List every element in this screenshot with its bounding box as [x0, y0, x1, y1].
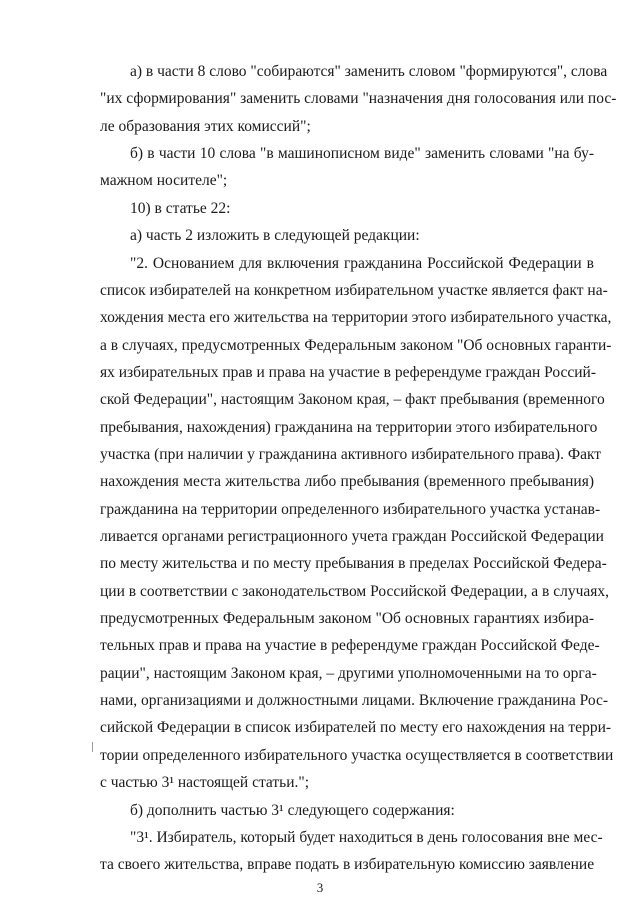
text-line: та своего жительства, вправе подать в избирательную комиссию заявление [100, 856, 595, 874]
text-line: тории определенного избирательного участка осуществляется в соответствии [100, 746, 614, 764]
text-line: гражданина на территории определенного избирательного участка устанав- [100, 500, 601, 518]
text-line: сийской Федерации в список избирателей по месту его нахождения на терри- [100, 719, 612, 737]
text-line: "2. Основанием для включения гражданина Российской Федерации в [130, 254, 594, 272]
text-line: с частью 3¹ настоящей статьи."; [100, 774, 310, 792]
text-line: ливается органами регистрационного учета граждан Российской Федерации [100, 528, 604, 545]
text-line: мажном носителе"; [100, 172, 228, 190]
text-line: хождения места его жительства на территории этого избирательного участка, [100, 309, 612, 327]
page-number: 3 [316, 880, 324, 895]
text-line: ях избирательных прав и права на участие в референдуме граждан Россий- [100, 363, 596, 381]
text-line: ле образования этих комиссий"; [100, 117, 311, 135]
text-line: б) дополнить частью 3¹ следующего содержания: [130, 801, 455, 819]
text-line: "3¹. Избиратель, который будет находиться в день голосования вне мес- [130, 828, 603, 846]
text-line: а в случаях, предусмотренных Федеральным законом "Об основных гаранти- [100, 336, 612, 354]
text-line: предусмотренных Федеральным законом "Об основных гарантиях избира- [100, 610, 594, 627]
text-line: тельных прав и права на участие в референдуме граждан Российской Феде- [100, 637, 600, 655]
text-line: нами, организациями и должностными лицами. Включение гражданина Рос- [100, 692, 609, 710]
text-line: а) часть 2 изложить в следующей редакции: [130, 227, 420, 245]
text-line: по месту жительства и по месту пребывания в пределах Российской Федера- [100, 555, 607, 573]
text-line: а) в части 8 слово "собираются" заменить словом "формируются", слова [130, 63, 608, 80]
text-line: список избирателей на конкретном избирательном участке является факт на- [100, 281, 608, 299]
text-line: нахождения места жительства либо пребывания (временного пребывания) [100, 473, 594, 491]
text-line: "их сформирования" заменить словами "назначения дня голосования или пос- [100, 90, 617, 108]
text-line: участка (при наличии у гражданина активного избирательного права). Факт [100, 445, 602, 463]
text-line: ции в соответствии с законодательством Российской Федерации, а в случаях, [100, 582, 610, 600]
scan-mark [92, 742, 93, 752]
text-line: 10) в статье 22: [130, 199, 231, 217]
text-line: ской Федерации", настоящим Законом края, – факт пребывания (временного [100, 391, 605, 409]
text-line: б) в части 10 слова "в машинописном виде" заменить словами "на бу- [130, 145, 594, 163]
text-line: пребывания, нахождения) гражданина на территории этого избирательного [100, 418, 598, 436]
text-line: рации", настоящим Законом края, – другими уполномоченными на то орга- [100, 664, 597, 682]
